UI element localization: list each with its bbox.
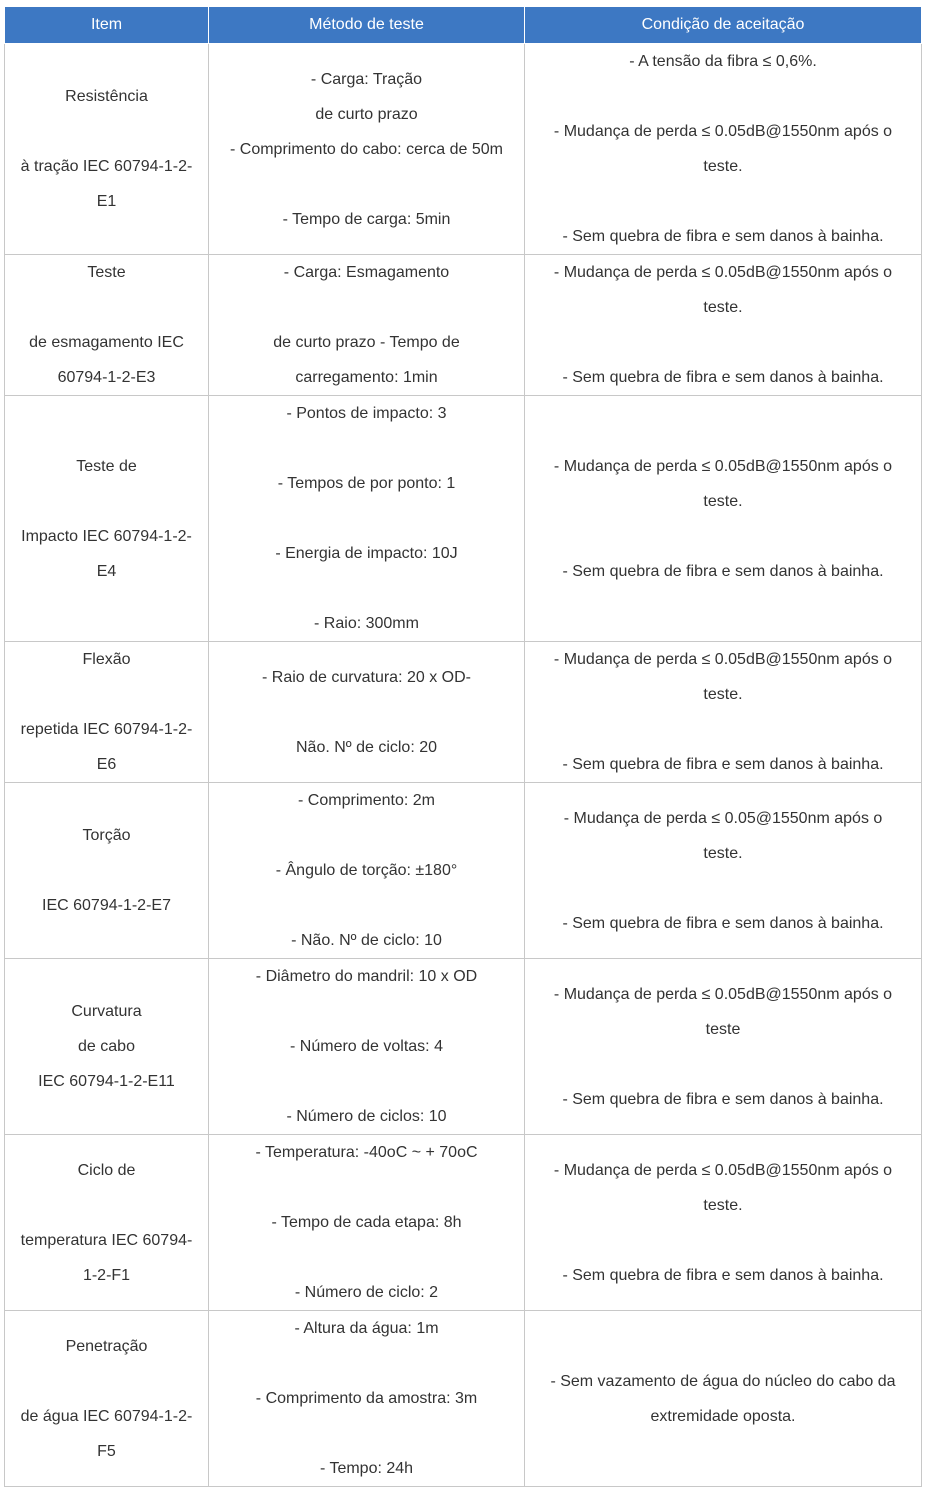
cell-line [531, 1047, 915, 1082]
test-method-cell [209, 642, 525, 783]
cell-line: - Tempos de por ponto: 1 [277, 475, 456, 492]
table-row [5, 1311, 922, 1487]
table-row [5, 396, 922, 642]
table-row [5, 783, 922, 959]
acceptance-condition-cell [525, 642, 922, 783]
item-cell [5, 783, 209, 959]
cell-line: E4 [96, 562, 117, 580]
cell-line: - Mudança de perda ≤ 0.05dB@1550nm após o [553, 457, 893, 475]
cell-line: Teste [87, 264, 126, 281]
cell-line [531, 1223, 915, 1258]
test-method-cell [209, 255, 525, 396]
cell-line: - A tensão da fibra ≤ 0,6%. [629, 53, 817, 70]
cell-line: IEC 60794-1-2-E11 [38, 1073, 175, 1090]
cell-line: - Mudança de perda ≤ 0.05dB@1550nm após o [553, 985, 893, 1003]
cell-line: - Comprimento do cabo: cerca de 50m [229, 140, 503, 158]
acceptance-condition-cell [525, 1311, 922, 1487]
cell-line: - Número de ciclo: 2 [294, 1284, 439, 1301]
table-row [5, 255, 922, 396]
cell-line: - Carga: Tração [310, 70, 423, 88]
cell-line: carregamento: 1min [295, 369, 438, 386]
cell-line: - Tempo: 24h [319, 1460, 414, 1477]
cell-line: - Mudança de perda ≤ 0.05dB@1550nm após o [553, 1161, 893, 1179]
cell-line: Penetração [65, 1337, 148, 1355]
acceptance-condition-cell [525, 255, 922, 396]
cell-line: Teste de [76, 457, 137, 475]
header-acceptance-condition: Condição de aceitação [525, 7, 922, 44]
cell-line: temperatura IEC 60794- [20, 1231, 193, 1249]
cell-line [531, 325, 915, 360]
cell-line: - Carga: Esmagamento [283, 264, 450, 281]
cell-line: - Raio de curvatura: 20 x OD- [262, 668, 471, 686]
acceptance-condition-cell [525, 1135, 922, 1311]
cell-line: - Raio: 300mm [314, 615, 419, 632]
cell-line [215, 1416, 518, 1451]
cell-line [11, 1364, 202, 1399]
cell-line: - Comprimento: 2m [298, 792, 435, 809]
cell-line [11, 1188, 202, 1223]
acceptance-condition-cell [525, 959, 922, 1135]
cell-line: - Mudança de perda ≤ 0.05dB@1550nm após o [553, 651, 893, 668]
cell-line: à tração IEC 60794-1-2- [20, 158, 193, 175]
cell-line: - Pontos de impacto: 3 [286, 405, 447, 422]
cell-line: - Sem quebra de fibra e sem danos à bainha. [562, 1090, 884, 1108]
table-body [5, 44, 922, 1487]
cell-line: 60794-1-2-E3 [57, 369, 156, 386]
cell-line: Resistência [65, 88, 148, 105]
cell-line: Ciclo de [77, 1161, 136, 1179]
item-cell [5, 642, 209, 783]
cell-line [531, 519, 915, 554]
cell-line: Curvatura [71, 1003, 142, 1020]
test-method-cell [209, 1311, 525, 1487]
table-header-row [5, 7, 922, 44]
test-method-cell [209, 44, 525, 255]
cell-line: - Sem quebra de fibra e sem danos à bainha. [562, 228, 884, 245]
cell-line [215, 818, 518, 853]
item-cell [5, 396, 209, 642]
cell-line [531, 184, 915, 219]
cell-line: extremidade oposta. [650, 1407, 796, 1425]
cell-line [215, 1240, 518, 1275]
cell-line [531, 871, 915, 906]
cell-line: E1 [96, 193, 117, 210]
test-method-cell [209, 959, 525, 1135]
cell-line [11, 290, 202, 325]
cell-line: - Sem quebra de fibra e sem danos à bainha. [562, 369, 884, 386]
cell-line: teste. [703, 299, 743, 316]
cell-line [531, 712, 915, 747]
cell-line: F5 [97, 1442, 116, 1460]
cell-line: - Sem quebra de fibra e sem danos à bainha. [562, 562, 884, 580]
cell-line: de cabo [78, 1038, 135, 1055]
header-item: Item [5, 7, 209, 44]
cell-line: teste. [703, 844, 743, 862]
cell-line: - Número de voltas: 4 [290, 1038, 443, 1055]
cell-line: - Sem quebra de fibra e sem danos à bainha. [562, 1266, 884, 1284]
test-method-cell [209, 1135, 525, 1311]
cell-line: - Sem vazamento de água do núcleo do cabo da [550, 1372, 896, 1390]
cell-line: Flexão [82, 651, 131, 668]
cell-line: teste. [703, 1196, 743, 1214]
cell-line: Não. Nº de ciclo: 20 [295, 738, 438, 756]
cell-line: repetida IEC 60794-1-2- [20, 721, 193, 738]
cell-line [215, 167, 518, 202]
cell-line: - Mudança de perda ≤ 0.05dB@1550nm após o [553, 264, 893, 281]
cell-line [11, 114, 202, 149]
cell-line: - Energia de impacto: 10J [275, 545, 458, 562]
cell-line: - Sem quebra de fibra e sem danos à bainha. [562, 914, 884, 932]
cell-line [215, 290, 518, 325]
item-cell [5, 255, 209, 396]
cell-line [215, 994, 518, 1029]
cell-line: - Ângulo de torção: ±180° [275, 862, 458, 879]
item-cell [5, 959, 209, 1135]
cell-line: - Mudança de perda ≤ 0.05dB@1550nm após o [553, 123, 893, 140]
cell-line: - Mudança de perda ≤ 0.05@1550nm após o [563, 809, 883, 827]
cell-line: - Número de ciclos: 10 [286, 1108, 447, 1125]
test-method-cell [209, 396, 525, 642]
cell-line [215, 431, 518, 466]
cell-line [215, 888, 518, 923]
header-test-method: Método de teste [209, 7, 525, 44]
cell-line: - Altura da água: 1m [294, 1320, 439, 1337]
cell-line: teste. [703, 158, 743, 175]
cell-line: E6 [96, 756, 117, 773]
acceptance-condition-cell [525, 44, 922, 255]
table-row [5, 1135, 922, 1311]
cell-line: teste. [703, 686, 743, 703]
cell-line: - Sem quebra de fibra e sem danos à bainha. [562, 756, 884, 773]
test-method-cell [209, 783, 525, 959]
cell-line: teste [705, 1020, 741, 1038]
cell-line: IEC 60794-1-2-E7 [42, 897, 171, 914]
item-cell [5, 44, 209, 255]
cell-line [215, 695, 518, 730]
cell-line: - Diâmetro do mandril: 10 x OD [255, 968, 478, 985]
cell-line: - Não. Nº de ciclo: 10 [291, 932, 442, 949]
cell-line [215, 501, 518, 536]
table-row [5, 642, 922, 783]
item-cell [5, 1135, 209, 1311]
acceptance-condition-cell [525, 783, 922, 959]
acceptance-condition-cell [525, 396, 922, 642]
cell-line [215, 1064, 518, 1099]
cell-line: de curto prazo [315, 105, 418, 123]
cell-line: - Temperatura: -40oC ~ + 70oC [255, 1144, 478, 1161]
cell-line [215, 571, 518, 606]
cell-line: de curto prazo - Tempo de [273, 334, 460, 351]
cell-line: - Tempo de cada etapa: 8h [271, 1214, 462, 1231]
cell-line [11, 677, 202, 712]
cell-line [11, 853, 202, 888]
cell-line [11, 484, 202, 519]
cell-line: Torção [82, 827, 131, 844]
cell-line [531, 79, 915, 114]
cell-line: de água IEC 60794-1-2- [20, 1407, 193, 1425]
table-row [5, 44, 922, 255]
cell-line: Impacto IEC 60794-1-2- [21, 527, 192, 545]
table-row [5, 959, 922, 1135]
cell-line: - Tempo de carga: 5min [282, 210, 451, 228]
cell-line [215, 1346, 518, 1381]
cell-line: de esmagamento IEC [29, 334, 184, 351]
cell-line: 1-2-F1 [82, 1266, 131, 1284]
item-cell [5, 1311, 209, 1487]
test-spec-table [4, 6, 922, 1487]
cell-line [215, 1170, 518, 1205]
cell-line: - Comprimento da amostra: 3m [255, 1390, 478, 1407]
cell-line: teste. [703, 492, 743, 510]
